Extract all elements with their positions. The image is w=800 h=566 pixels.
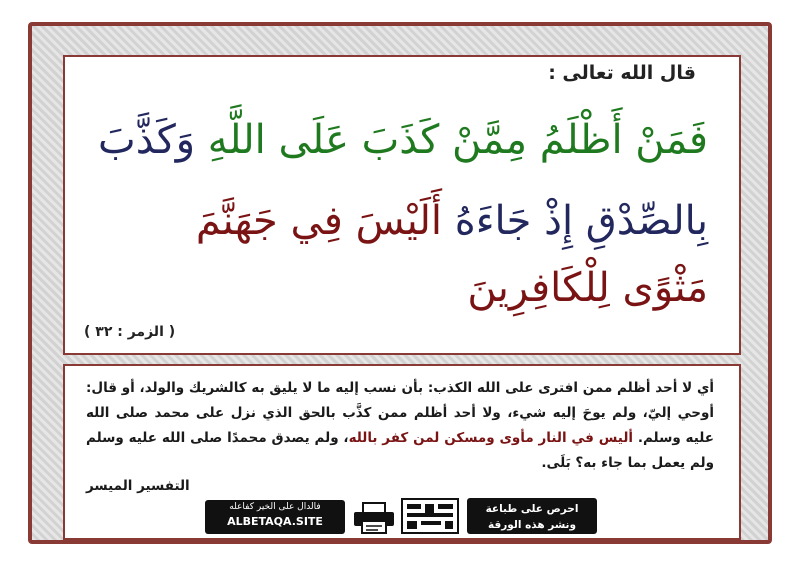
tafsir-part-2: ، ولم يصدق محمدًا صلى الله عليه وسلم ولم يعمل بما جاء به؟ بَلَى. bbox=[86, 430, 714, 471]
slogan-line-1: احرص على طباعة bbox=[485, 503, 579, 515]
site-url: ALBETAQA.SITE bbox=[227, 515, 323, 528]
surah-reference: ( الزمر : ٣٢ ) bbox=[84, 324, 176, 340]
verse-line-2 bbox=[98, 197, 708, 245]
site-badge bbox=[205, 500, 345, 534]
slogan-line-2: ونشر هذه الورقة bbox=[488, 519, 576, 531]
printer-icon bbox=[350, 502, 398, 534]
verse-line-1-main: فَمَنْ أَظْلَمُ مِمَّنْ كَذَبَ عَلَى اللَّهِ bbox=[207, 117, 708, 163]
logo-icon bbox=[401, 498, 459, 534]
verse-intro: قال الله تعالى : bbox=[548, 62, 696, 84]
verse-line-1 bbox=[98, 116, 708, 164]
verse-line-1-end: وَكَذَّبَ bbox=[98, 117, 208, 163]
verse-line-2-start: بِالصِّدْقِ إِذْ جَاءَهُ bbox=[442, 198, 708, 244]
tafsir-highlight: أليس في النار مأوى ومسكن لمن كفر بالله bbox=[348, 430, 634, 446]
site-tagline: فالدال على الخير كفاعله bbox=[229, 502, 321, 512]
footer-band bbox=[205, 496, 597, 536]
tafsir-source: التفسير الميسر bbox=[86, 478, 190, 494]
tafsir-part-1: أي لا أحد أظلم ممن افترى على الله الكذب: بأن نسب إليه ما لا يليق به كالشريك والولد، أو قال: أوحي إليّ، ولم يوحَ إليه شيء، ولا أحد أظلم ممن كذَّب بالحق الذي نزل على محمد صلى الله عليه وسلم. bbox=[86, 380, 714, 446]
tafsir-text bbox=[86, 376, 714, 476]
print-slogan bbox=[467, 498, 597, 534]
verse-line-2-end: أَلَيْسَ فِي جَهَنَّمَ bbox=[195, 198, 443, 244]
verse-line-3: مَثْوًى لِلْكَافِرِينَ bbox=[467, 265, 708, 311]
